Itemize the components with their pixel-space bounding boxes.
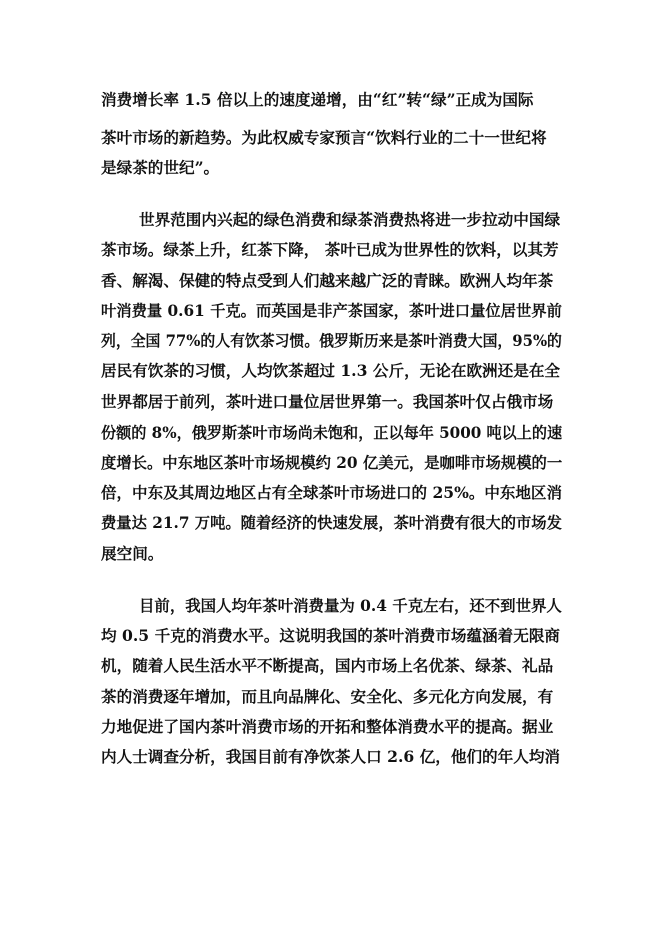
paragraph-3-line-1: 目前，我国人均年茶叶消费量为 0.4 千克左右，还不到世界人 [139, 596, 562, 615]
paragraph-2-line-8: 份额的 8%，俄罗斯茶叶市场尚未饱和，正以每年 5000 吨以上的速 [101, 423, 563, 442]
paragraph-1-line-2: 茶叶市场的新趋势。为此权威专家预言“饮料行业的二十一世纪将 [101, 128, 547, 147]
paragraph-3-line-5: 力地促进了国内茶叶消费市场的开拓和整体消费水平的提高。据业 [101, 717, 554, 736]
paragraph-2-line-12: 展空间。 [101, 544, 164, 563]
paragraph-3-line-6: 内人士调查分析，我国目前有净饮茶人口 2.6 亿，他们的年人均消 [101, 747, 561, 766]
paragraph-3-line-3: 机，随着人民生活水平不断提高，国内市场上名优茶、绿茶、礼品 [101, 656, 554, 675]
paragraph-1-line-3: 是绿茶的世纪”。 [101, 158, 220, 177]
paragraph-2-line-11: 费量达 21.7 万吨。随着经济的快速发展，茶叶消费有很大的市场发 [101, 513, 562, 532]
paragraph-2-line-7: 世界都居于前列，茶叶进口量位居世界第一。我国茶叶仅占俄市场 [101, 392, 554, 411]
paragraph-2-line-6: 居民有饮茶的习惯，人均饮茶超过 1.3 公斤，无论在欧洲还是在全 [101, 361, 561, 380]
paragraph-2-line-2: 茶市场。绿茶上升，红茶下降， 茶叶已成为世界性的饮料，以其芳 [101, 240, 559, 259]
paragraph-2-line-5: 列，全国 77%的人有饮茶习惯。俄罗斯历来是茶叶消费大国，95%的 [101, 331, 562, 350]
paragraph-3-line-2: 均 0.5 千克的消费水平。这说明我国的茶叶消费市场蕴涵着无限商 [101, 626, 561, 645]
paragraph-2-line-1: 世界范围内兴起的绿色消费和绿茶消费热将进一步拉动中国绿 [139, 210, 561, 229]
paragraph-2-line-4: 叶消费量 0.61 千克。而英国是非产茶国家，茶叶进口量位居世界前 [101, 301, 562, 320]
paragraph-1-line-1: 消费增长率 1.5 倍以上的速度递增，由“红”转“绿”正成为国际 [101, 90, 534, 109]
paragraph-3-line-4: 茶的消费逐年增加，而且向品牌化、安全化、多元化方向发展，有 [101, 687, 554, 706]
paragraph-2-line-10: 倍，中东及其周边地区占有全球茶叶市场进口的 25%。中东地区消 [101, 483, 562, 502]
paragraph-2-line-3: 香、解渴、保健的特点受到人们越来越广泛的青睐。欧洲人均年茶 [101, 271, 554, 290]
paragraph-2-line-9: 度增长。中东地区茶叶市场规模约 20 亿美元，是咖啡市场规模的一 [101, 453, 563, 472]
